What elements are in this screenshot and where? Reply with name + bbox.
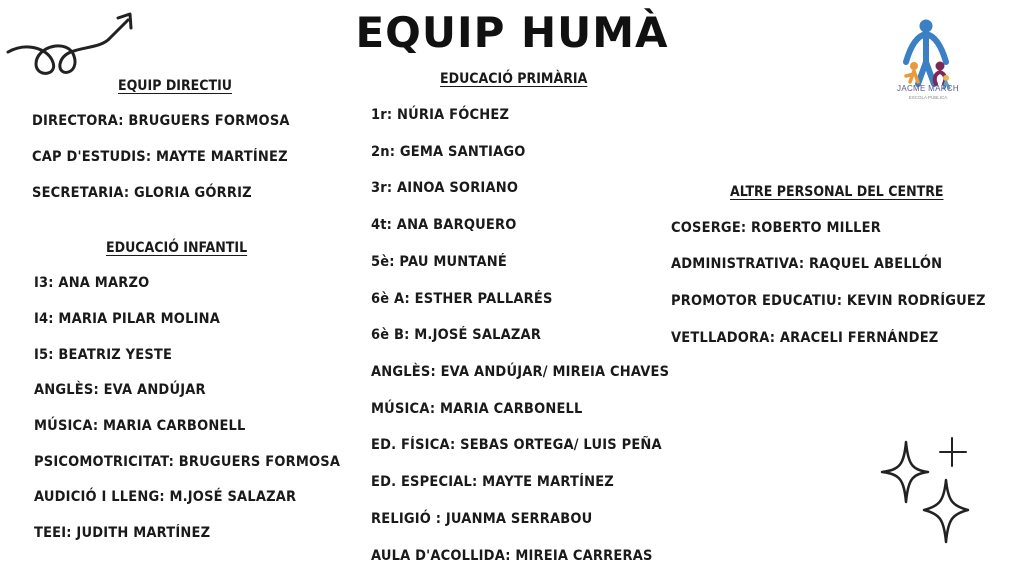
list-item: AUDICIÓ I LLENG: M.JOSÉ SALAZAR xyxy=(34,489,297,505)
page-title: EQUIP HUMÀ xyxy=(355,8,669,57)
list-item: PSICOMOTRICITAT: BRUGUERS FORMOSA xyxy=(34,454,341,470)
list-item: ED. ESPECIAL: MAYTE MARTÍNEZ xyxy=(371,474,614,490)
loop-arrow-icon xyxy=(2,8,142,80)
list-item: RELIGIÓ : JUANMA SERRABOU xyxy=(371,511,593,527)
list-item: AULA D'ACOLLIDA: MIREIA CARRERAS xyxy=(371,548,653,564)
list-item: 1r: NÚRIA FÓCHEZ xyxy=(371,107,510,123)
list-item: 5è: PAU MUNTANÉ xyxy=(371,254,507,270)
school-name: JACME MARCH xyxy=(897,84,959,93)
list-item: 3r: AINOA SORIANO xyxy=(371,180,519,196)
altre-personal-heading: ALTRE PERSONAL DEL CENTRE xyxy=(730,184,944,200)
equip-directiu-heading: EQUIP DIRECTIU xyxy=(118,78,233,94)
list-item: VETLLADORA: ARACELI FERNÁNDEZ xyxy=(671,330,939,346)
list-item: 6è A: ESTHER PALLARÉS xyxy=(371,291,553,307)
list-item: I4: MARIA PILAR MOLINA xyxy=(34,311,221,327)
educacio-primaria-heading: EDUCACIÓ PRIMÀRIA xyxy=(440,71,588,87)
sparkles-icon xyxy=(876,434,976,546)
school-subtitle: ESCOLA PÚBLICA xyxy=(908,95,948,100)
list-item: CAP D'ESTUDIS: MAYTE MARTÍNEZ xyxy=(32,149,288,165)
list-item: PROMOTOR EDUCATIU: KEVIN RODRÍGUEZ xyxy=(671,293,986,309)
list-item: ADMINISTRATIVA: RAQUEL ABELLÓN xyxy=(671,256,943,272)
list-item: COSERGE: ROBERTO MILLER xyxy=(671,220,882,236)
list-item: I3: ANA MARZO xyxy=(34,275,150,291)
list-item: ANGLÈS: EVA ANDÚJAR xyxy=(34,382,206,398)
list-item: DIRECTORA: BRUGUERS FORMOSA xyxy=(32,113,290,129)
list-item: 6è B: M.JOSÉ SALAZAR xyxy=(371,327,542,343)
list-item: ED. FÍSICA: SEBAS ORTEGA/ LUIS PEÑA xyxy=(371,437,662,453)
educacio-infantil-heading: EDUCACIÓ INFANTIL xyxy=(106,240,248,256)
list-item: 4t: ANA BARQUERO xyxy=(371,217,517,233)
list-item: ANGLÈS: EVA ANDÚJAR/ MIREIA CHAVES xyxy=(371,364,670,380)
list-item: TEEI: JUDITH MARTÍNEZ xyxy=(34,525,211,541)
list-item: SECRETARIA: GLORIA GÓRRIZ xyxy=(32,185,252,201)
list-item: MÚSICA: MARIA CARBONELL xyxy=(371,401,583,417)
list-item: MÚSICA: MARIA CARBONELL xyxy=(34,418,246,434)
list-item: 2n: GEMA SANTIAGO xyxy=(371,144,526,160)
list-item: I5: BEATRIZ YESTE xyxy=(34,347,173,363)
